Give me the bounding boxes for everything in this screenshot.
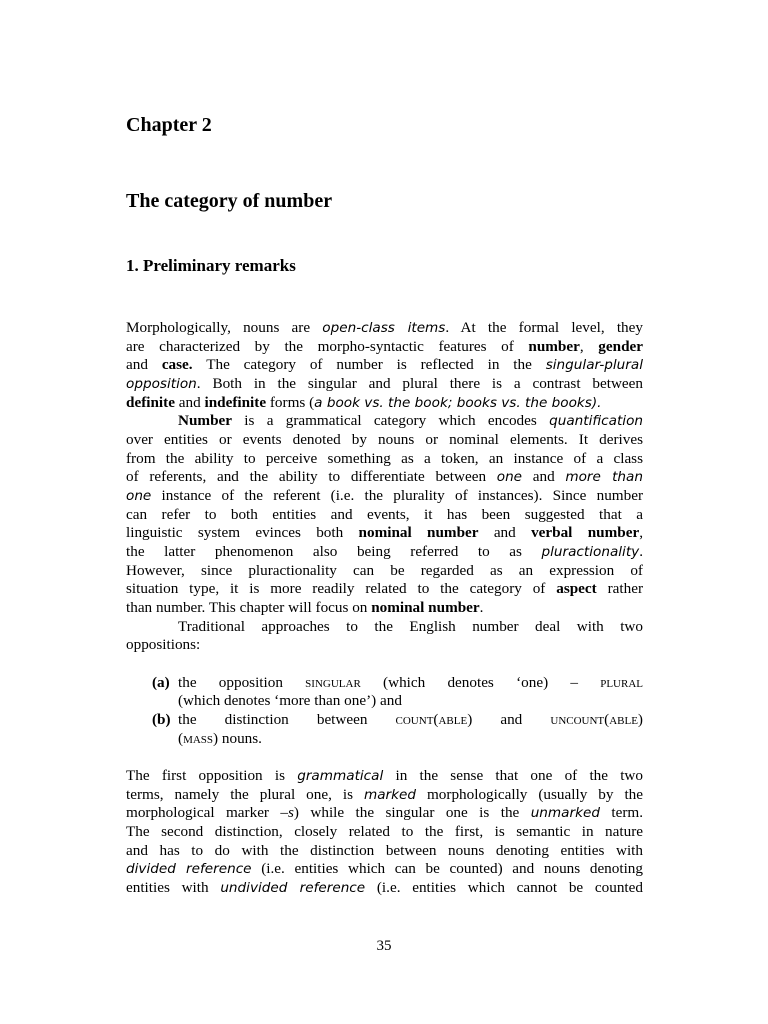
text-line [126,804,643,823]
text-span: rather [596,580,644,597]
text-span: instance of the referent (i.e. the plurality of instances). Since number [151,487,643,504]
text-span: (i.e. entities which can be counted) and nouns denoting [251,860,643,877]
bold-term: Number [178,412,232,429]
bold-term: verbal number [531,524,640,541]
text-span: The category of number is reflected in the [192,356,546,373]
text-span: forms ( [266,394,315,411]
italic-term: one [496,469,523,485]
text-line [126,468,643,487]
text-line: However, since pluractionality can be regarded as an expression of [126,562,643,579]
text-span: ) nouns. [213,730,262,747]
text-span: , [639,524,643,541]
list-item-continuation: (which denotes ‘more than one’) and [178,692,402,709]
text-span: the latter phenomenon also being referred to as [126,543,542,560]
text-span: term. [599,804,643,821]
bold-term: nominal number [371,599,480,616]
bold-term: definite [126,394,175,411]
text-span: in the sense that one of the two [383,767,643,784]
text-span: are characterized by the morpho-syntactic features of [126,338,529,355]
list-item [152,711,643,730]
text-span: the distinction between [178,711,396,728]
text-span: . [639,543,643,560]
text-span: . [479,599,484,616]
italic-term: quantification [549,413,643,429]
italic-term: unmarked [530,805,600,821]
bold-term: gender [598,338,643,355]
text-span: the opposition [178,674,306,691]
text-span: (which denotes ‘one) – [360,674,601,691]
text-line [126,543,643,562]
text-span: and [472,711,551,728]
italic-term: pluractionality [541,544,640,560]
italic-term: more than [565,469,643,485]
text-line [126,786,643,805]
bold-term: case. [161,356,193,373]
italic-term: grammatical [297,768,384,784]
text-span: and [522,468,566,485]
text-span: ( [178,730,184,747]
italic-term: divided reference [126,861,252,877]
italic-term: open-class items [322,320,446,336]
list-label: (a) [152,674,170,691]
text-span: (i.e. entities which cannot be counted [365,879,643,896]
list-item-continuation [178,730,643,749]
text-span: of referents, and the ability to differentiate between [126,468,497,485]
text-line [126,319,643,338]
text-span: and [478,524,532,541]
text-line: and has to do with the distinction between nouns denoting entities with [126,842,643,859]
list-label: (b) [152,711,171,728]
text-span: than number. This chapter will focus on [126,599,372,616]
text-span: terms, namely the plural one, is [126,786,364,803]
text-line: Traditional approaches to the English number deal with two [178,618,643,635]
text-span: linguistic system evinces both [126,524,359,541]
text-line [126,375,643,394]
bold-term: number [528,338,580,355]
text-span: , [579,338,599,355]
text-span: Morphologically, nouns are [126,319,323,336]
text-line [126,356,643,375]
italic-term: undivided reference [220,880,366,896]
text-span: ) while the singular one is the [293,804,531,821]
text-line: The second distinction, closely related to the first, is semantic in nature [126,823,643,840]
text-line [126,394,643,413]
italic-term: one [126,488,152,504]
bold-term: nominal number [358,524,479,541]
text-line [126,879,643,898]
chapter-heading: Chapter 2 [126,114,212,136]
italic-term: opposition [126,376,197,392]
text-span: situation type, it is more readily related to the category of [126,580,557,597]
italic-term: marked [363,787,417,803]
bold-term: indefinite [204,394,267,411]
text-span: The first opposition is [126,767,298,784]
text-line [126,860,643,879]
text-span: morphological marker [126,804,281,821]
text-span: morphologically (usually by the [416,786,644,803]
small-caps-term: mass [183,730,214,747]
page-number: 35 [376,938,392,954]
section-heading: 1. Preliminary remarks [126,256,296,275]
small-caps-term: plural [600,674,643,691]
text-span: . At the formal level, they [445,319,643,336]
italic-example: a book vs. the book; books vs. the books). [314,395,602,411]
text-span: entities with [126,879,221,896]
text-line [126,580,643,599]
text-span: and [174,394,205,411]
small-caps-term: singular [305,674,361,691]
text-line: from the ability to perceive something as a token, an instance of a class [126,450,643,467]
list-item [152,674,643,693]
text-span: . Both in the singular and plural there is a contrast between [196,375,643,392]
small-caps-term: count(able) [395,711,473,728]
text-line [126,524,643,543]
text-span: and [126,356,162,373]
text-line: oppositions: [126,636,201,653]
text-line [126,338,643,357]
text-line [126,767,643,786]
small-caps-term: uncount(able) [550,711,643,728]
bold-term: aspect [556,580,597,597]
text-line [126,599,643,618]
text-line [126,487,643,506]
chapter-title: The category of number [126,190,333,212]
text-line: can refer to both entities and events, it has been suggested that a [126,506,643,523]
italic-term: singular-plural [545,357,643,373]
text-span: is a grammatical category which encodes [232,412,550,429]
italic-suffix: –s [280,804,294,821]
text-line: over entities or events denoted by nouns or nominal elements. It derives [126,431,643,448]
text-line [178,412,643,431]
